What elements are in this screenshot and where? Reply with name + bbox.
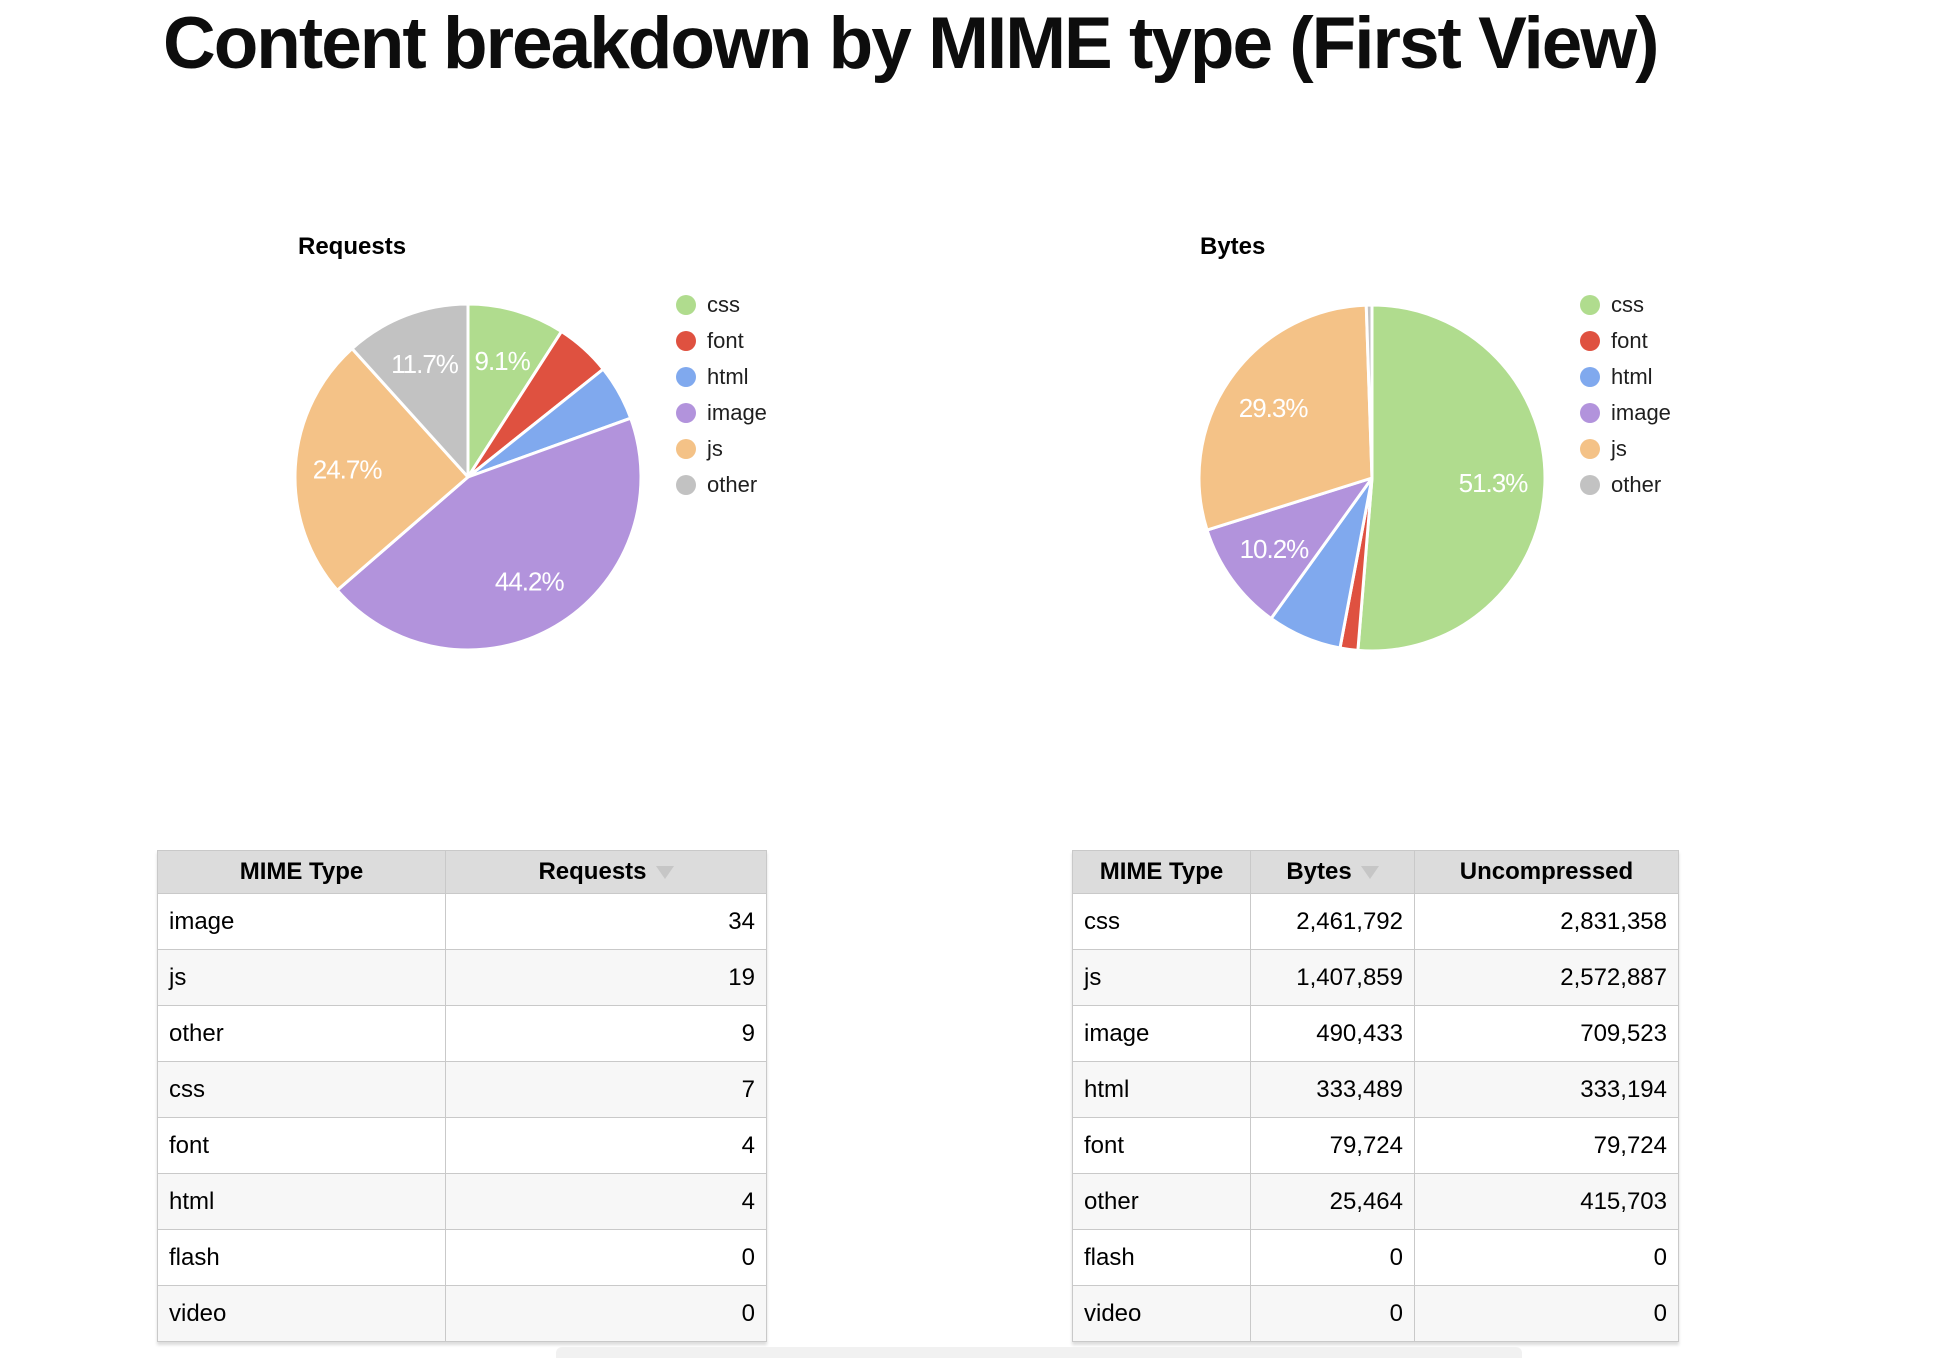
legend-label-css: css <box>1611 292 1644 317</box>
table-row-other <box>1073 1174 1679 1230</box>
value-cell: 19 <box>446 950 767 1006</box>
legend-swatch-other <box>676 475 696 495</box>
table-header-row <box>158 851 767 894</box>
slice-label-css: 9.1% <box>474 345 530 376</box>
value-cell: 4 <box>446 1174 767 1230</box>
table-row-video <box>158 1286 767 1342</box>
mime-type-cell: js <box>1073 950 1251 1006</box>
table-row-flash <box>158 1230 767 1286</box>
table-row-font <box>158 1118 767 1174</box>
value-cell: 490,433 <box>1251 1006 1415 1062</box>
value-cell: 333,489 <box>1251 1062 1415 1118</box>
column-header-label: MIME Type <box>1099 858 1224 885</box>
table-row-html <box>158 1174 767 1230</box>
value-cell: 7 <box>446 1062 767 1118</box>
legend-label-html: html <box>707 364 749 389</box>
table-row-css <box>1073 894 1679 950</box>
legend-label-js: js <box>707 436 723 461</box>
table-row-js <box>158 950 767 1006</box>
mime-type-cell: css <box>1073 894 1251 950</box>
value-cell: 0 <box>1251 1230 1415 1286</box>
sort-descending-icon <box>656 866 674 879</box>
column-header-label: MIME Type <box>239 858 364 885</box>
value-cell: 0 <box>446 1286 767 1342</box>
legend-label-image: image <box>1611 400 1671 425</box>
column-header-requests[interactable] <box>446 851 767 894</box>
legend-swatch-font <box>676 331 696 351</box>
mime-type-cell: flash <box>158 1230 446 1286</box>
value-cell: 2,831,358 <box>1415 894 1679 950</box>
bytes-legend <box>1580 287 1671 503</box>
value-cell: 34 <box>446 894 767 950</box>
requests-pie-chart <box>278 287 658 667</box>
legend-label-font: font <box>1611 328 1648 353</box>
slice-label-js: 29.3% <box>1238 393 1308 424</box>
legend-item-image <box>676 395 767 431</box>
mime-type-cell: other <box>158 1006 446 1062</box>
legend-item-css <box>1580 287 1671 323</box>
requests-legend <box>676 287 767 503</box>
slice-label-css: 51.3% <box>1458 467 1528 498</box>
mime-type-cell: js <box>158 950 446 1006</box>
legend-item-image <box>1580 395 1671 431</box>
legend-item-js <box>1580 431 1671 467</box>
legend-label-other: other <box>707 472 758 497</box>
slice-label-js: 24.7% <box>312 454 382 485</box>
mime-type-cell: html <box>158 1174 446 1230</box>
bytes-pie-chart <box>1182 288 1562 668</box>
mime-type-cell: other <box>1073 1174 1251 1230</box>
table-row-image <box>158 894 767 950</box>
value-cell: 2,461,792 <box>1251 894 1415 950</box>
value-cell: 4 <box>446 1118 767 1174</box>
column-header-label: Bytes <box>1286 858 1352 885</box>
legend-swatch-html <box>676 367 696 387</box>
legend-item-font <box>676 323 767 359</box>
legend-swatch-js <box>676 439 696 459</box>
value-cell: 415,703 <box>1415 1174 1679 1230</box>
value-cell: 0 <box>1415 1230 1679 1286</box>
column-header-bytes[interactable] <box>1251 851 1415 894</box>
bottom-partial-element <box>556 1347 1522 1358</box>
value-cell: 2,572,887 <box>1415 950 1679 1006</box>
value-cell: 9 <box>446 1006 767 1062</box>
table-row-other <box>158 1006 767 1062</box>
value-cell: 0 <box>446 1230 767 1286</box>
table-header-row <box>1073 851 1679 894</box>
legend-swatch-image <box>676 403 696 423</box>
requests-table <box>157 850 767 1342</box>
legend-item-other <box>1580 467 1671 503</box>
legend-item-other <box>676 467 767 503</box>
value-cell: 709,523 <box>1415 1006 1679 1062</box>
legend-swatch-html <box>1580 367 1600 387</box>
bytes-chart-title: Bytes <box>1200 233 1266 260</box>
table-row-video <box>1073 1286 1679 1342</box>
legend-item-font <box>1580 323 1671 359</box>
slice-label-image: 44.2% <box>494 566 564 597</box>
slice-label-other: 11.7% <box>391 348 458 379</box>
legend-label-other: other <box>1611 472 1662 497</box>
legend-item-css <box>676 287 767 323</box>
table-row-flash <box>1073 1230 1679 1286</box>
value-cell: 79,724 <box>1415 1118 1679 1174</box>
legend-swatch-js <box>1580 439 1600 459</box>
requests-chart-title: Requests <box>298 233 407 260</box>
table-row-font <box>1073 1118 1679 1174</box>
legend-item-html <box>676 359 767 395</box>
legend-swatch-other <box>1580 475 1600 495</box>
column-header-mime-type[interactable] <box>1073 851 1251 894</box>
mime-type-cell: video <box>1073 1286 1251 1342</box>
table-row-js <box>1073 950 1679 1006</box>
mime-type-cell: font <box>158 1118 446 1174</box>
legend-label-html: html <box>1611 364 1653 389</box>
legend-swatch-css <box>676 295 696 315</box>
mime-type-cell: flash <box>1073 1230 1251 1286</box>
mime-type-cell: video <box>158 1286 446 1342</box>
legend-item-js <box>676 431 767 467</box>
legend-item-html <box>1580 359 1671 395</box>
column-header-mime-type[interactable] <box>158 851 446 894</box>
sort-descending-icon <box>1361 866 1379 879</box>
table-row-image <box>1073 1006 1679 1062</box>
column-header-label: Requests <box>538 858 647 885</box>
legend-swatch-image <box>1580 403 1600 423</box>
legend-swatch-css <box>1580 295 1600 315</box>
page-title: Content breakdown by MIME type (First View) <box>163 3 1658 84</box>
table-row-css <box>158 1062 767 1118</box>
mime-type-cell: image <box>158 894 446 950</box>
mime-type-cell: font <box>1073 1118 1251 1174</box>
column-header-uncompressed[interactable] <box>1415 851 1679 894</box>
legend-label-js: js <box>1611 436 1627 461</box>
mime-type-cell: image <box>1073 1006 1251 1062</box>
bytes-table <box>1072 850 1679 1342</box>
value-cell: 0 <box>1415 1286 1679 1342</box>
mime-type-cell: css <box>158 1062 446 1118</box>
column-header-label: Uncompressed <box>1459 858 1634 885</box>
legend-label-image: image <box>707 400 767 425</box>
legend-label-css: css <box>707 292 740 317</box>
slice-label-image: 10.2% <box>1239 534 1309 565</box>
legend-swatch-font <box>1580 331 1600 351</box>
value-cell: 79,724 <box>1251 1118 1415 1174</box>
mime-type-cell: html <box>1073 1062 1251 1118</box>
legend-label-font: font <box>707 328 744 353</box>
value-cell: 25,464 <box>1251 1174 1415 1230</box>
value-cell: 1,407,859 <box>1251 950 1415 1006</box>
table-row-html <box>1073 1062 1679 1118</box>
value-cell: 333,194 <box>1415 1062 1679 1118</box>
value-cell: 0 <box>1251 1286 1415 1342</box>
